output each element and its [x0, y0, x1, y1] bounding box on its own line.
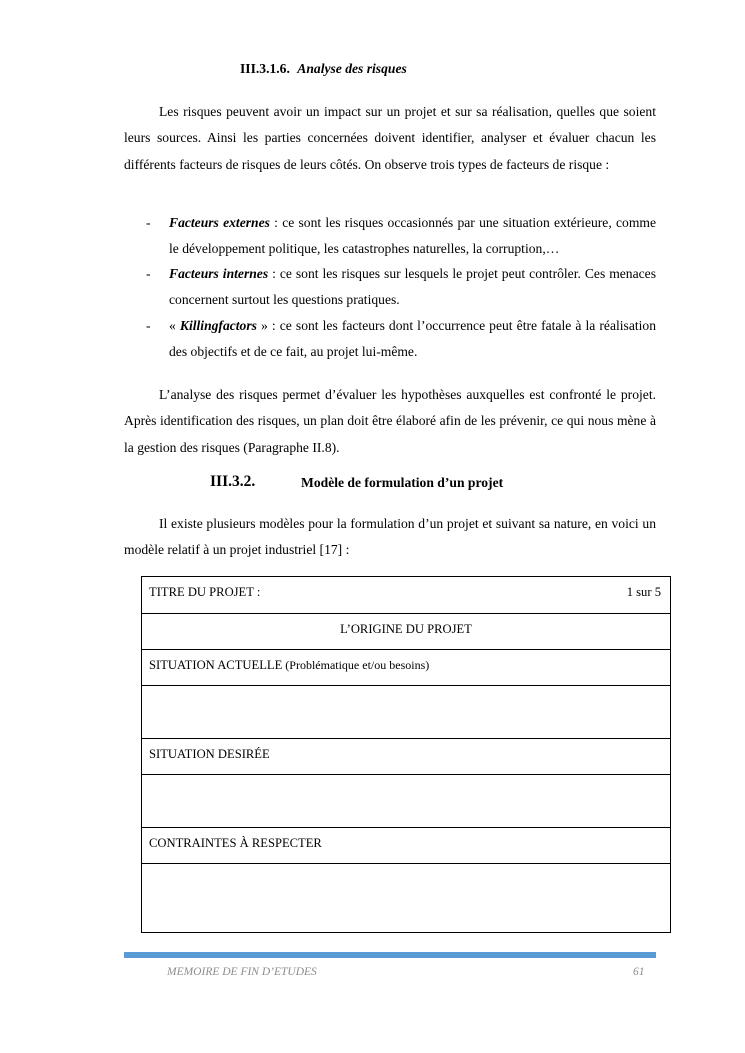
bullet-internal: [124, 261, 656, 314]
origin-label: L’ORIGINE DU PROJET: [340, 622, 472, 636]
current-situation-label: SITUATION ACTUELLE (Problématique et/ou besoins): [149, 658, 430, 672]
page-count-label: 1 sur 5: [626, 585, 661, 599]
bullet-term: Killingfactors: [179, 318, 257, 333]
bullet-dash: -: [146, 266, 151, 281]
bullet-dash: -: [146, 215, 151, 230]
bullet-killing: [124, 313, 656, 366]
footer-divider: [124, 952, 656, 958]
footer-title: MEMOIRE DE FIN D’ETUDES: [167, 966, 317, 978]
desired-situation-label: SITUATION DESIRÉE: [149, 747, 270, 761]
subsection-title: Modèle de formulation d’un projet: [301, 475, 504, 490]
intro-paragraph: Les risques peuvent avoir un impact sur un projet et sur sa réalisation, quelles que soient leurs sources. Ainsi les parties concernées doivent identifier, analyser et évaluer chacun les différents facteurs de risques de leurs côtés. On observe trois types de facteurs de risque :: [124, 104, 656, 172]
constraints-label: CONTRAINTES À RESPECTER: [149, 836, 322, 850]
form-row-desired-situation: [142, 739, 670, 775]
section-number: III.3.1.6.: [240, 61, 290, 76]
form-row-origin: [142, 614, 670, 650]
bullet-text: « Killingfactors » : ce sont les facteurs dont l’occurrence peut être fatale à la réalisation des objectifs et de ce fait, au projet lui-même.: [169, 318, 657, 360]
bullet-dash: -: [146, 318, 151, 333]
form-row-constraints: [142, 828, 670, 864]
form-field-current-situation[interactable]: [142, 686, 670, 739]
current-situation-note: (Problématique et/ou besoins): [282, 658, 430, 672]
form-field-desired-situation[interactable]: [142, 775, 670, 828]
model-paragraph: Il existe plusieurs modèles pour la formulation d’un projet et suivant sa nature, en voici un modèle relatif à un projet industriel [17] :: [124, 516, 656, 558]
bullet-text: Facteurs internes : ce sont les risques sur lesquels le projet peut contrôler. Ces menaces concernent surtout les questions pratiques.: [169, 266, 656, 308]
section-heading: [240, 61, 407, 77]
project-form-table: [141, 576, 671, 933]
form-field-constraints[interactable]: [142, 864, 670, 931]
analysis-paragraph: L’analyse des risques permet d’évaluer les hypothèses auxquelles est confronté le projet. Après identification des risques, un plan doit être élaboré afin de les prévenir, ce qui nous mène à la gestion des risques (Paragraphe II.8).: [124, 387, 656, 455]
bullet-term: Facteurs internes: [169, 266, 269, 281]
form-row-current-situation: [142, 650, 670, 686]
section-title: Analyse des risques: [297, 61, 407, 76]
subsection-number: III.3.2.: [210, 473, 256, 490]
page-number: 61: [633, 966, 645, 978]
bullet-term: Facteurs externes: [169, 215, 270, 230]
project-title-label: TITRE DU PROJET :: [149, 585, 261, 599]
form-row-title: [142, 577, 670, 614]
bullet-text: Facteurs externes : ce sont les risques occasionnés par une situation extérieure, comme le développement politique, les catastrophes naturelles, la corruption,…: [169, 215, 657, 257]
bullet-external: [124, 210, 656, 263]
